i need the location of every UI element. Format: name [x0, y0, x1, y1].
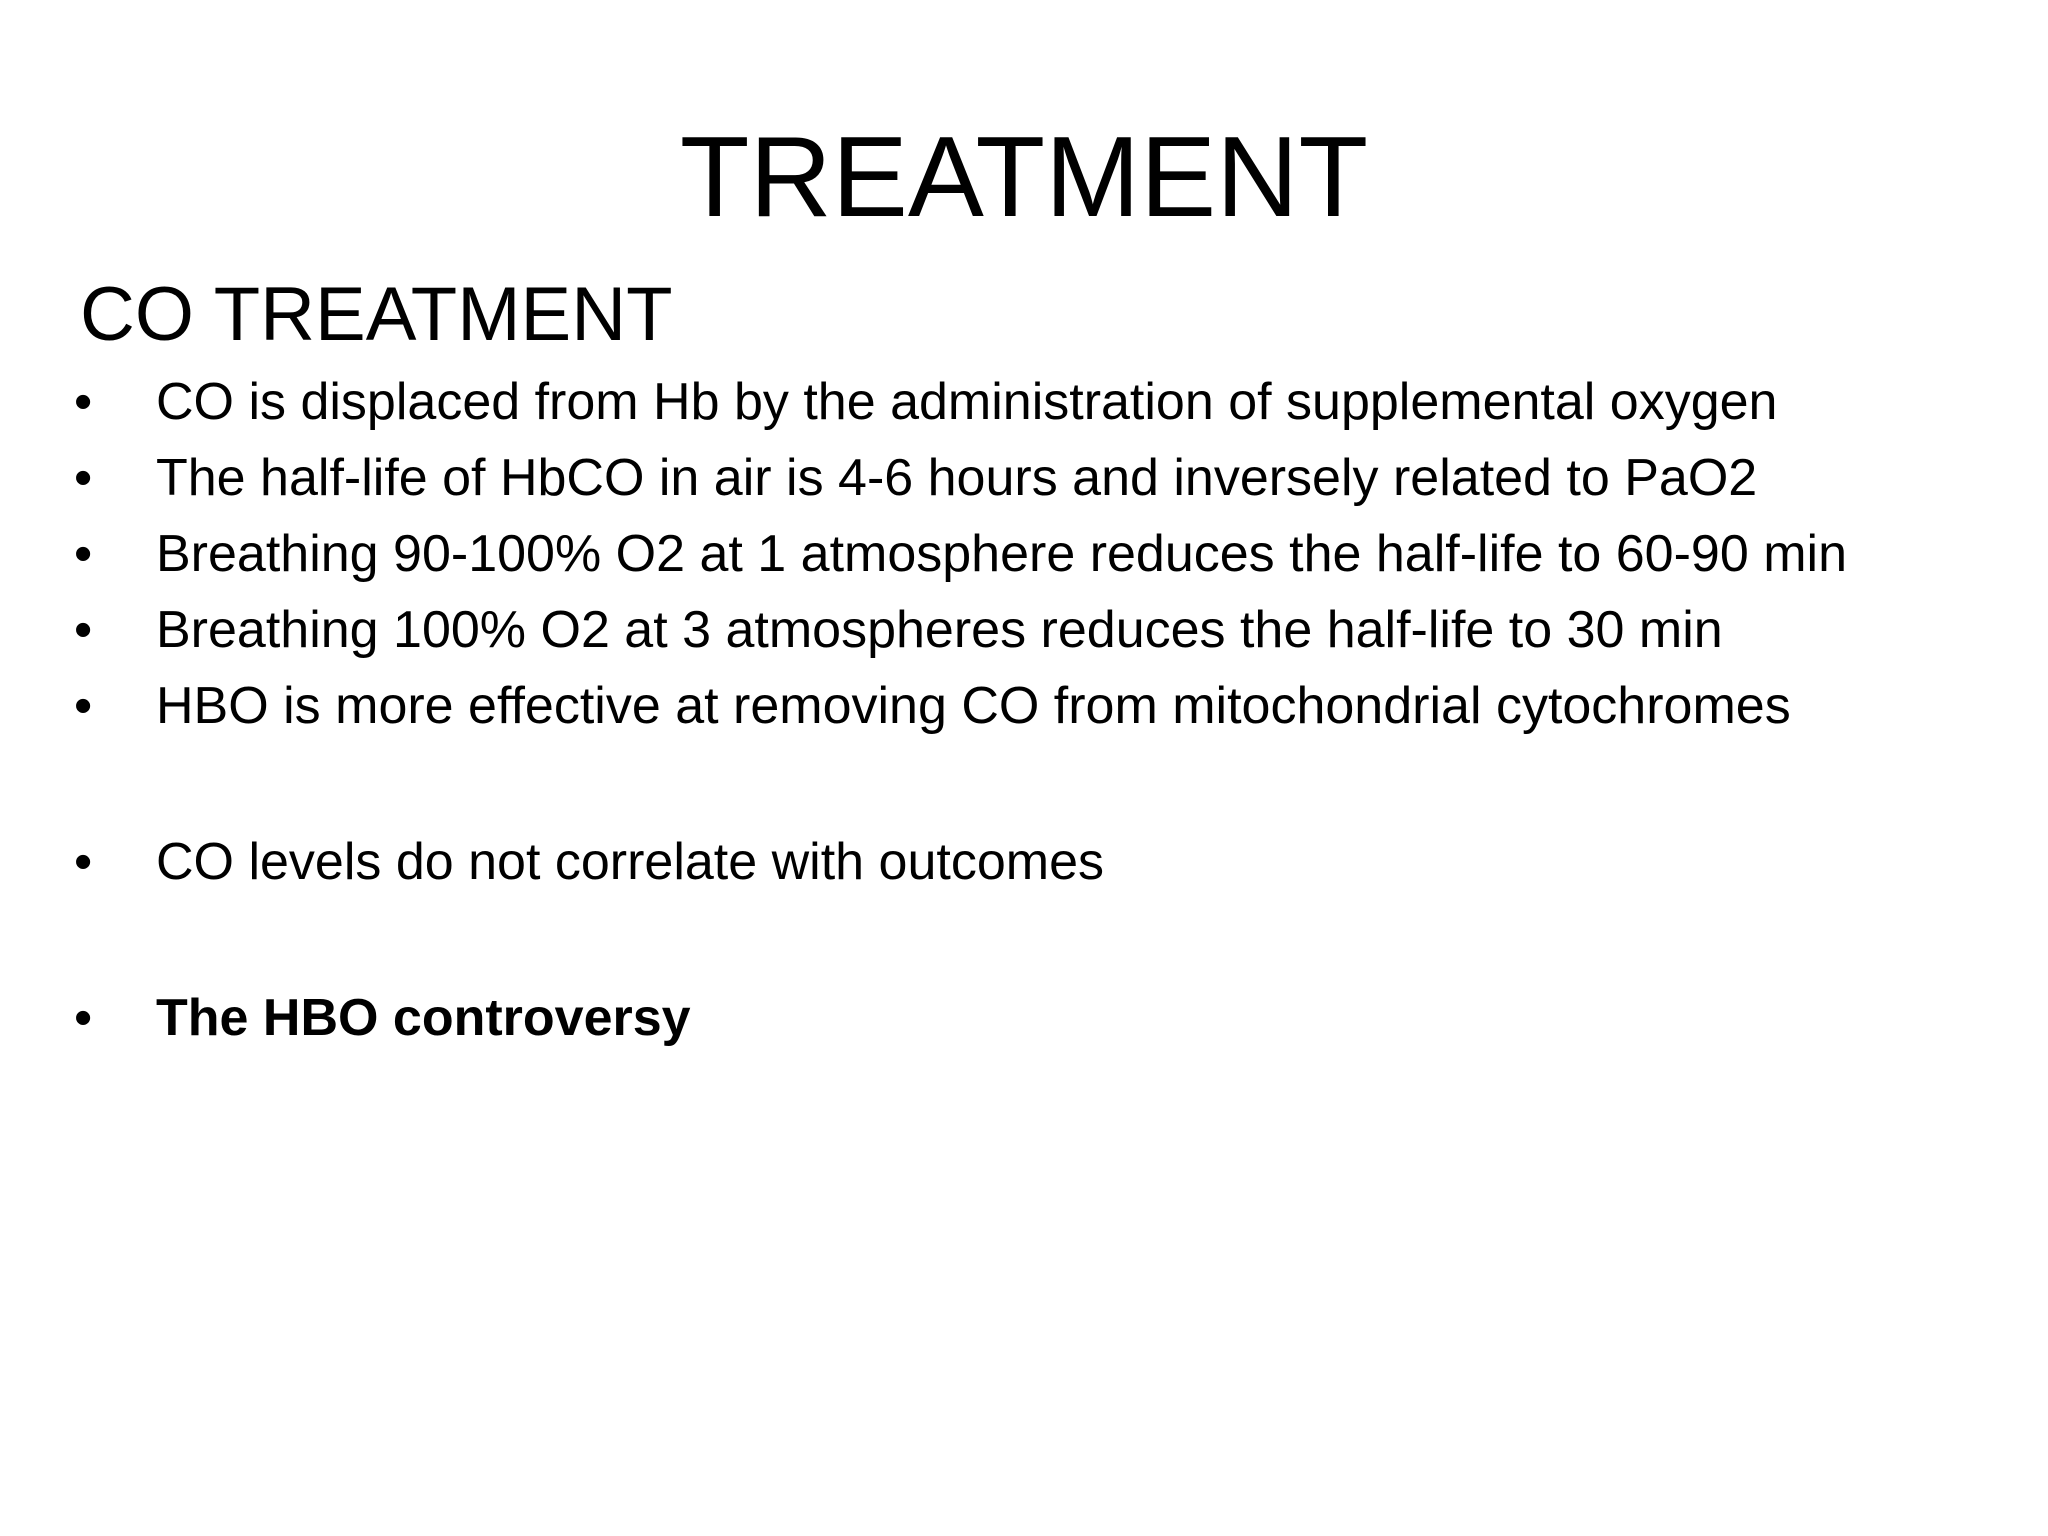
bullet-item [74, 524, 1974, 584]
bullet-item [74, 832, 1974, 892]
bullet-text: The half-life of HbCO in air is 4-6 hours and inversely related to PaO2 [156, 449, 1758, 507]
bullet-dot-icon: • [74, 449, 93, 507]
bullet-dot-icon: • [74, 525, 93, 583]
bullet-dot-icon: • [74, 833, 93, 891]
bullet-item [74, 448, 1974, 508]
bullet-text-bold: The HBO controversy [156, 989, 691, 1047]
bullet-dot-icon: • [74, 373, 93, 431]
bullet-list [74, 372, 1974, 1064]
bullet-text: Breathing 90-100% O2 at 1 atmosphere reduces the half-life to 60-90 min [156, 525, 1847, 583]
bullet-dot-icon: • [74, 677, 93, 735]
bullet-dot-icon: • [74, 989, 93, 1047]
bullet-text: CO is displaced from Hb by the administration of supplemental oxygen [156, 373, 1778, 431]
bullet-item [74, 676, 1974, 736]
bullet-text: CO levels do not correlate with outcomes [156, 833, 1104, 891]
bullet-text: Breathing 100% O2 at 3 atmospheres reduces the half-life to 30 min [156, 601, 1723, 659]
section-heading: CO TREATMENT [80, 272, 673, 357]
bullet-item [74, 372, 1974, 432]
bullet-text: HBO is more effective at removing CO from mitochondrial cytochromes [156, 677, 1791, 735]
bullet-item [74, 988, 1974, 1048]
bullet-dot-icon: • [74, 601, 93, 659]
bullet-item [74, 600, 1974, 660]
slide-title: TREATMENT [679, 114, 1369, 241]
